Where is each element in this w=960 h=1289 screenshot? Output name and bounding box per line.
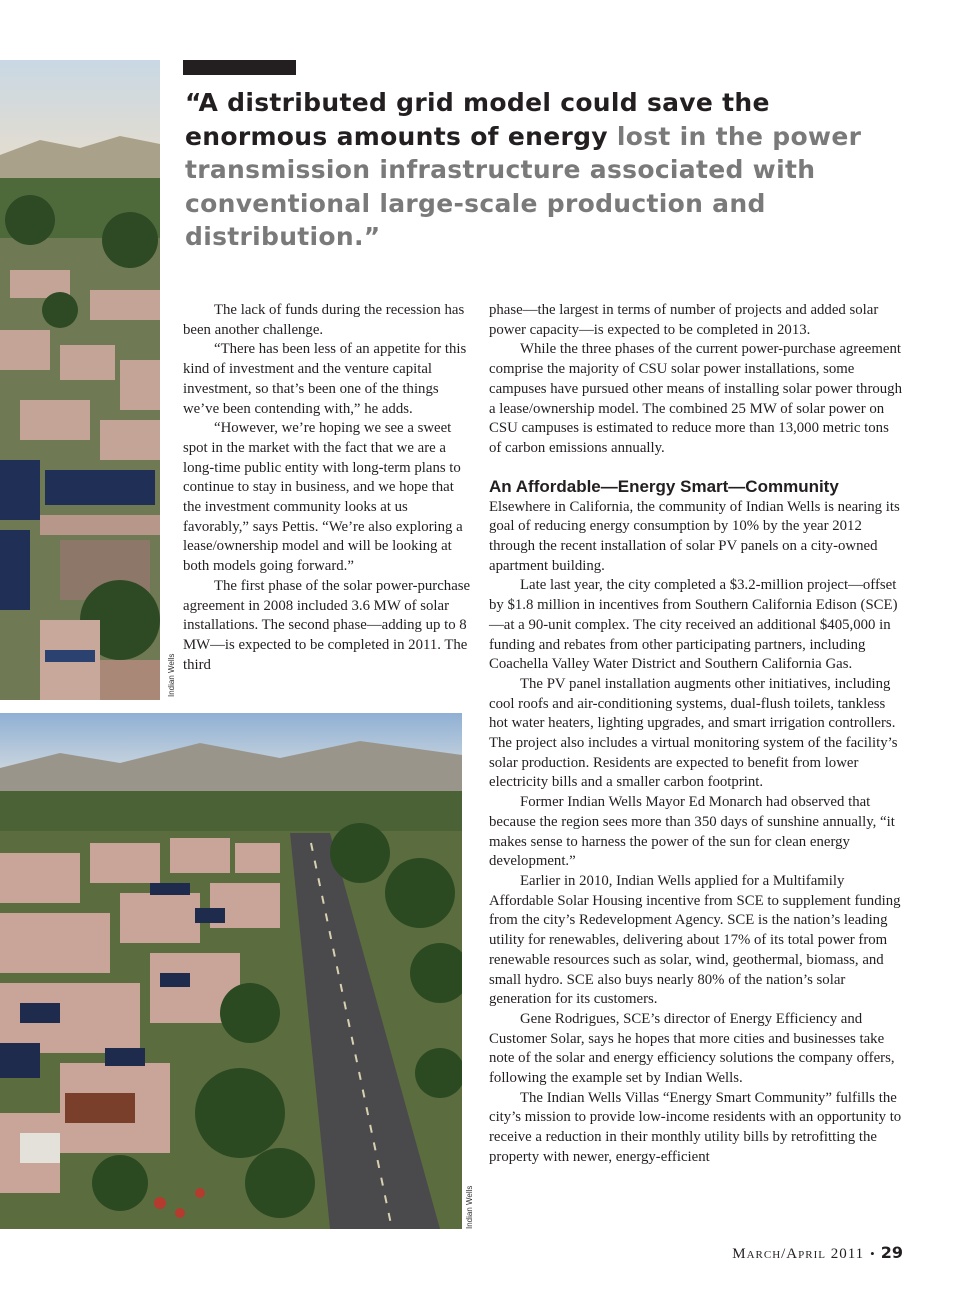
paragraph: The PV panel installation augments other initiatives, including cool roofs and air-conditioning systems, dual-flush toilets, tankless hot water heaters, lighting upgrades, and smart irrigation controllers. The project also includes a virtual monitoring system of the facility’s solar production. Residents are expected to benefit from lower electricity bills and a smaller carbon footprint. — [489, 675, 898, 791]
paragraph: The first phase of the solar power-purchase agreement in 2008 included 3.6 MW of solar installations. The second phase—adding up to 8 MW—is expected to be completed in 2011. The third — [183, 577, 471, 673]
paragraph: The lack of funds during the recession has been another challenge. — [183, 302, 465, 338]
paragraph: phase—the largest in terms of number of projects and added solar power capacity—is expected to be completed in 2013. — [489, 302, 879, 338]
page-footer — [732, 1243, 903, 1263]
paragraph: “There has been less of an appetite for this kind of investment and the venture capital investment, so that’s been one of the things we’ve been contending with,” he adds. — [183, 341, 467, 417]
pull-quote-dark: “A distributed grid model could save the enormous amounts of energy — [185, 88, 770, 151]
section-heading: An Affordable—Energy Smart—Community — [489, 476, 839, 496]
pull-quote-bar — [183, 60, 296, 75]
aerial-photo-bottom — [0, 713, 462, 1229]
photo-credit-bottom: Indian Wells — [465, 1185, 474, 1229]
paragraph: “However, we’re hoping we see a sweet spot in the market with the fact that we are a long-time public entity with long-term plans to continue to stay in business, and we hope that the investment community looks at us favorably,” says Pettis. “We’re also exploring a lease/ownership model and will be looking at both models going forward.” — [183, 420, 463, 575]
paragraph: While the three phases of the current power-purchase agreement comprise the majority of CSU solar power installations, some campuses have pursued other means of installing solar power through a lease/ownership model. The combined 25 MW of solar power on CSU campuses is estimated to reduce more than 13,000 metric tons of carbon emissions annually. — [489, 341, 902, 456]
paragraph: Earlier in 2010, Indian Wells applied for a Multifamily Affordable Solar Housing incentive from SCE to supplement funding from the city’s Redevelopment Agency. SCE is the nation’s leading utility for renewables, delivering about 17% of its total power from renewable resources such as solar, wind, geothermal, biomass, and small hydro. SCE also buys nearly 80% of the nation’s solar generation for its customers. — [489, 872, 901, 1008]
paragraph: Gene Rodrigues, SCE’s director of Energy Efficiency and Customer Solar, says he hopes that more cities and businesses take note of the solar and energy efficiency solutions the company offers, following the example set by Indian Wells. — [489, 1010, 895, 1087]
photo-credit-top: Indian Wells — [167, 653, 176, 697]
aerial-photo-top — [0, 60, 160, 700]
paragraph: The Indian Wells Villas “Energy Smart Community” fulfills the city’s mission to provide low-income residents with an opportunity to receive a reduction in their monthly utility bills by retrofitting the property with newer, energy-efficient — [489, 1089, 902, 1165]
right-text-column — [489, 301, 904, 1168]
footer-bullet: • — [870, 1246, 875, 1261]
page-number: 29 — [880, 1243, 903, 1262]
issue-date: March/April 2011 — [732, 1246, 865, 1262]
paragraph: Former Indian Wells Mayor Ed Monarch had observed that because the region sees more than 350 days of sunshine annually, “it makes sense to harness the power of the sun for clean energy development.” — [489, 794, 895, 870]
pull-quote-grey: lost in the power transmission infrastructure associated with conventional large-scale production and distribution.” — [185, 121, 862, 251]
paragraph: Elsewhere in California, the community of Indian Wells is nearing its goal of reducing energy consumption by 10% by the year 2012 through the recent installation of solar PV panels on a city-owned apartment building. — [489, 498, 900, 574]
left-text-column — [183, 301, 472, 675]
paragraph: Late last year, the city completed a $3.2-million project—offset by $1.8 million in incentives from Southern California Edison (SCE)—at a 90-unit complex. The city received an additional $405,000 in funding and rebates from other participating partners, including Coachella Valley Water District and Southern California Gas. — [489, 577, 898, 673]
pull-quote — [185, 86, 885, 254]
